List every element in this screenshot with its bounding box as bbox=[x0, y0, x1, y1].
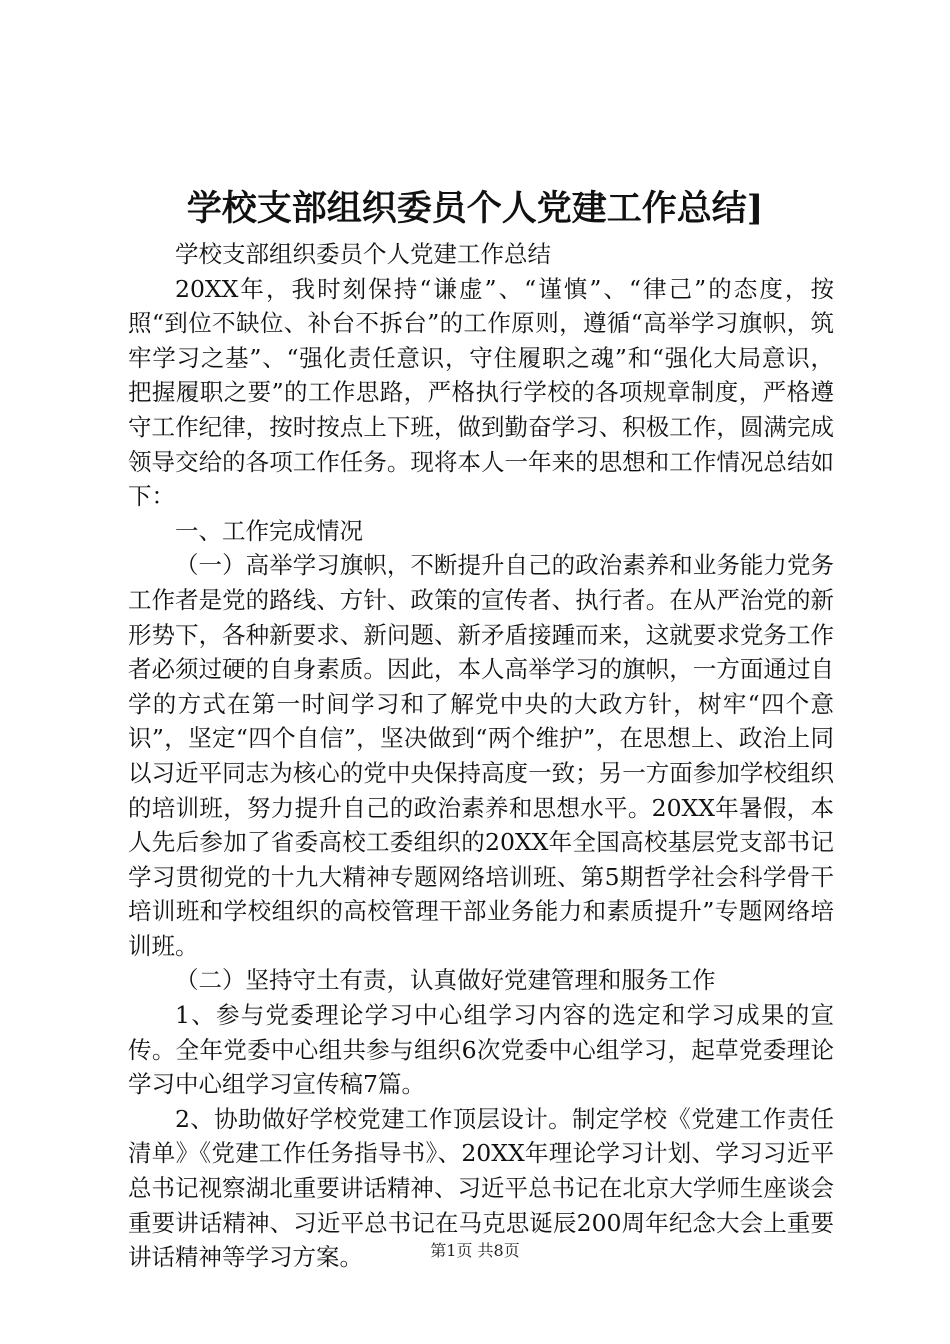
page-footer: 第1页 共8页 bbox=[430, 1241, 520, 1260]
paragraph-item-1: 1、参与党委理论学习中心组学习内容的选定和学习成果的宣传。全年党委中心组共参与组织6次党委中心组学习，起草党委理论学习中心组学习宣传稿7篇。 bbox=[128, 1001, 834, 1099]
document-body bbox=[128, 237, 834, 1275]
document-title: 学校支部组织委员个人党建工作总结] bbox=[186, 188, 764, 229]
subsection-heading: （二）坚持守土有责，认真做好党建管理和服务工作 bbox=[175, 966, 716, 995]
paragraph-intro: 20XX年，我时刻保持“谦虚”、“谨慎”、“律己”的态度，按照“到位不缺位、补台不拆台”的工作原则，遵循“高举学习旗帜，筑牢学习之基”、“强化责任意识，守住履职之魂”和“强化大局意识，把握履职之要”的工作思路，严格执行学校的各项规章制度，严格遵守工作纪律，按时按点上下班，做到勤奋学习、积极工作，圆满完成领导交给的各项工作任务。现将本人一年来的思想和工作情况总结如下： bbox=[128, 274, 834, 511]
paragraph-study: （一）高举学习旗帜，不断提升自己的政治素养和业务能力党务工作者是党的路线、方针、政策的宣传者、执行者。在从严治党的新形势下，各种新要求、新问题、新矛盾接踵而来，这就要求党务工作者必须过硬的自身素质。因此，本人高举学习的旗帜，一方面通过自学的方式在第一时间学习和了解党中央的大政方针，树牢“四个意识”，坚定“四个自信”，坚决做到“两个维护”，在思想上、政治上同以习近平同志为核心的党中央保持高度一致；另一方面参加学校组织的培训班，努力提升自己的政治素养和思想水平。20XX年暑假，本人先后参加了省委高校工委组织的20XX年全国高校基层党支部书记学习贯彻党的十九大精神专题网络培训班、第5期哲学社会科学骨干培训班和学校组织的高校管理干部业务能力和素质提升”专题网络培训班。 bbox=[128, 551, 834, 960]
section-heading: 一、工作完成情况 bbox=[175, 516, 363, 545]
paragraph-subtitle: 学校支部组织委员个人党建工作总结 bbox=[175, 240, 551, 268]
paragraph-item-2: 2、协助做好学校党建工作顶层设计。制定学校《党建工作责任清单》《党建工作任务指导书》、20XX年理论学习计划、学习习近平总书记视察湖北重要讲话精神、习近平总书记在北京大学师生座谈会重要讲话精神、习近平总书记在马克思诞辰200周年纪念大会上重要讲话精神等学习方案。 bbox=[128, 1104, 834, 1272]
